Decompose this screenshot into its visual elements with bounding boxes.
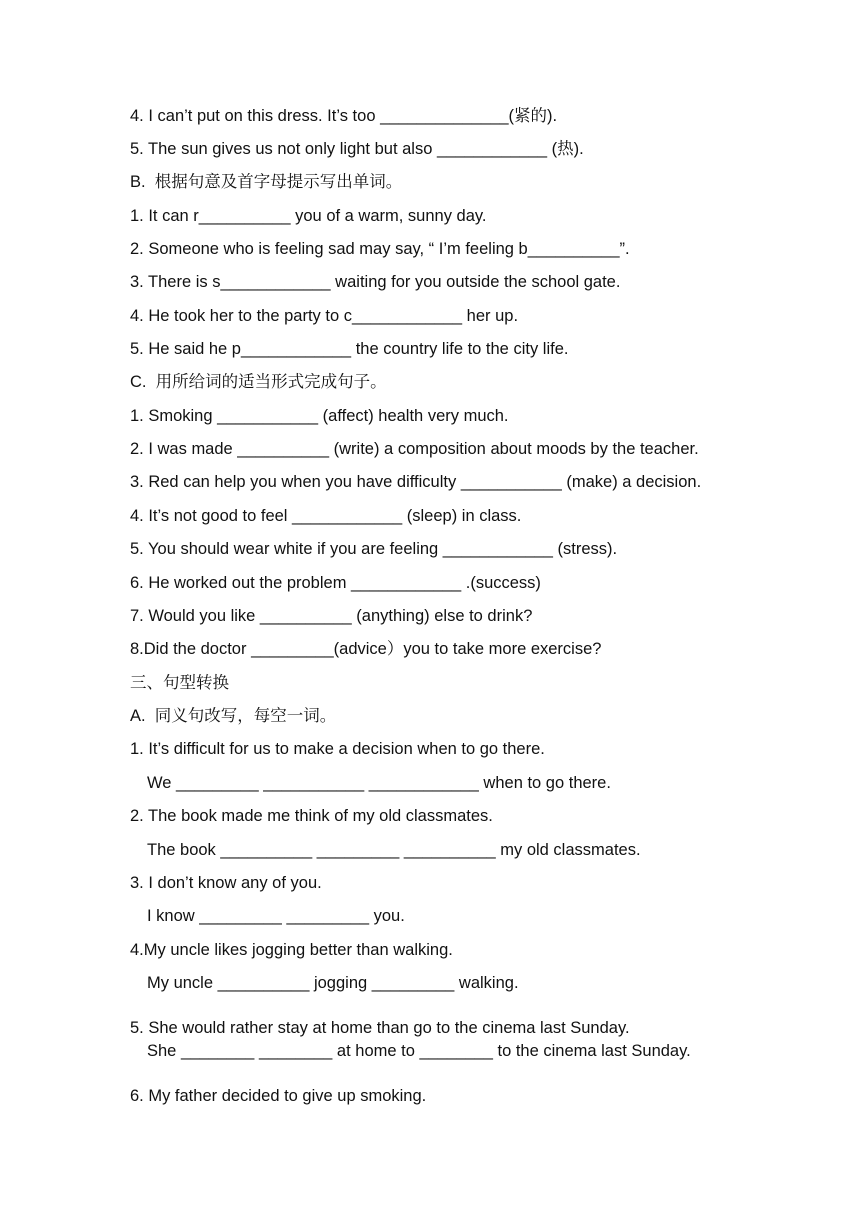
question-b2: 2. Someone who is feeling sad may say, “ I’m feeling b__________”. (130, 240, 630, 258)
section-a-heading: A. 同义句改写，每空一词。 (130, 707, 337, 725)
question-b3: 3. There is s____________ waiting for you outside the school gate. (130, 273, 621, 291)
rewrite-4-target: My uncle __________ jogging _________ walking. (147, 974, 519, 992)
question-b1: 1. It can r__________ you of a warm, sunny day. (130, 207, 487, 225)
question-a4: 4. I can’t put on this dress. It’s too ______________(紧的). (130, 107, 558, 125)
rewrite-2-target: The book __________ _________ __________ my old classmates. (147, 841, 641, 859)
question-c1: 1. Smoking ___________ (affect) health very much. (130, 407, 509, 425)
rewrite-4-original: 4.My uncle likes jogging better than walking. (130, 941, 453, 959)
question-c3: 3. Red can help you when you have difficulty ___________ (make) a decision. (130, 473, 702, 491)
question-c4: 4. It’s not good to feel ____________ (sleep) in class. (130, 507, 522, 525)
question-a5: 5. The sun gives us not only light but also ____________ (热). (130, 140, 584, 158)
rewrite-5-target: She ________ ________ at home to ________ to the cinema last Sunday. (147, 1042, 691, 1060)
rewrite-2-original: 2. The book made me think of my old classmates. (130, 807, 493, 825)
rewrite-3-target: I know _________ _________ you. (147, 907, 405, 925)
section-c-heading: C. 用所给词的适当形式完成句子。 (130, 373, 387, 391)
section-b-heading: B. 根据句意及首字母提示写出单词。 (130, 173, 403, 191)
question-c6: 6. He worked out the problem ____________ .(success) (130, 574, 541, 592)
rewrite-6-original: 6. My father decided to give up smoking. (130, 1087, 427, 1105)
part-three-heading: 三、句型转换 (130, 674, 229, 692)
rewrite-1-original: 1. It’s difficult for us to make a decision when to go there. (130, 740, 545, 758)
question-c8: 8.Did the doctor _________(advice）you to take more exercise? (130, 640, 602, 658)
rewrite-5-original: 5. She would rather stay at home than go to the cinema last Sunday. (130, 1019, 630, 1037)
question-c2: 2. I was made __________ (write) a composition about moods by the teacher. (130, 440, 699, 458)
rewrite-1-target: We _________ ___________ ____________ when to go there. (147, 774, 611, 792)
rewrite-3-original: 3. I don’t know any of you. (130, 874, 322, 892)
question-c5: 5. You should wear white if you are feeling ____________ (stress). (130, 540, 618, 558)
question-b5: 5. He said he p____________ the country life to the city life. (130, 340, 569, 358)
question-c7: 7. Would you like __________ (anything) else to drink? (130, 607, 533, 625)
question-b4: 4. He took her to the party to c____________ her up. (130, 307, 519, 325)
